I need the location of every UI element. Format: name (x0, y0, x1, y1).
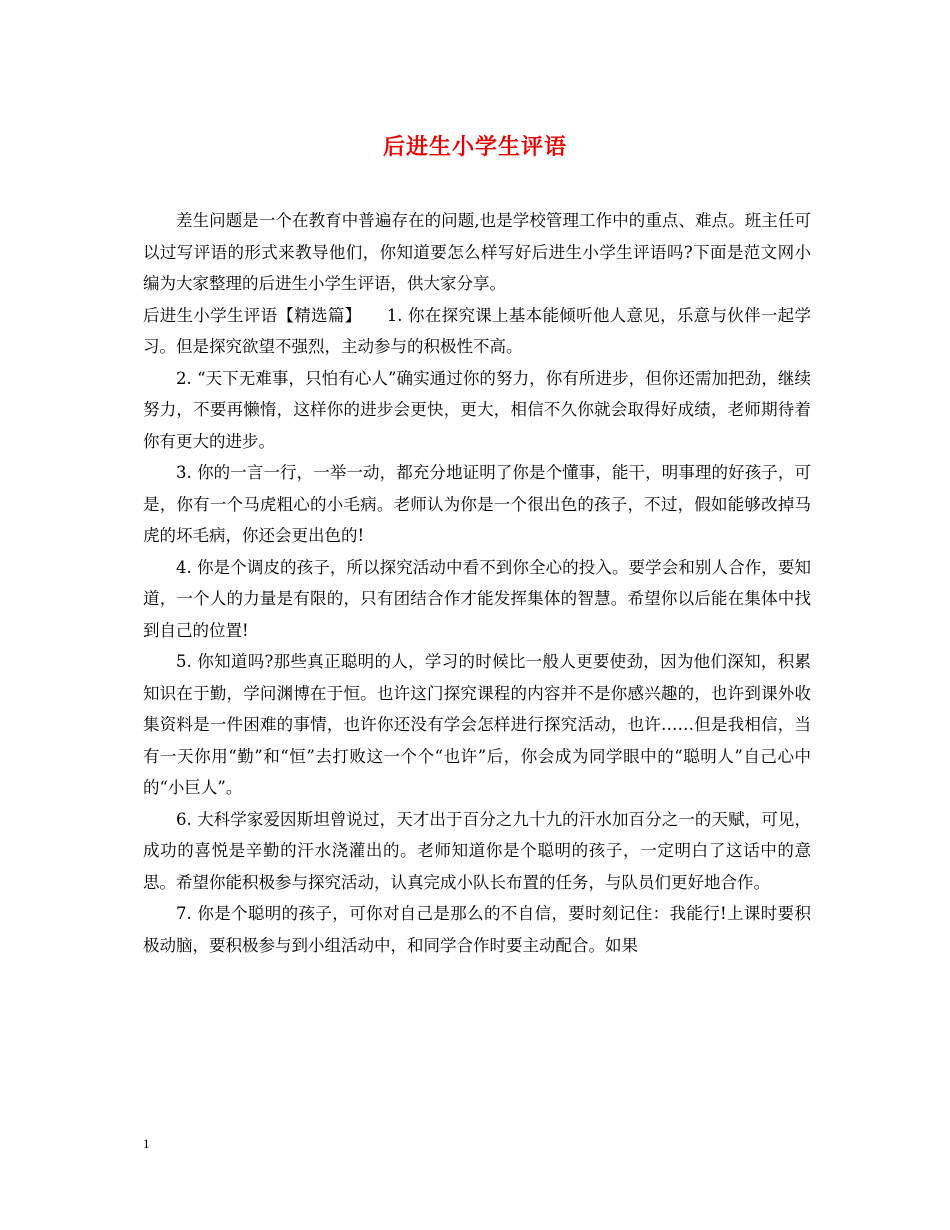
document-title: 后进生小学生评语 (382, 134, 567, 160)
intro-paragraph: 差生问题是一个在教育中普遍存在的问题,也是学校管理工作中的重点、难点。班主任可以过写评语的形式来教导他们，你知道要怎么样写好后进生小学生评语吗?下面是范文网小编为大家整理的后进生小学生评语，供大家分享。 (143, 211, 811, 293)
paragraph-1: 后进生小学生评语【精选篇】 1. 你在探究课上基本能倾听他人意见，乐意与伙伴一起学习。但是探究欲望不强烈，主动参与的积极性不高。 (143, 305, 811, 356)
paragraph-3: 3. 你的一言一行，一举一动，都充分地证明了你是个懂事，能干，明事理的好孩子，可是，你有一个马虎粗心的小毛病。老师认为你是一个很出色的孩子，不过，假如能够改掉马虎的坏毛病，你还会更出色的! (143, 463, 811, 545)
paragraph-7: 7. 你是个聪明的孩子，可你对自己是那么的不自信，要时刻记住：我能行!上课时要积极动脑，要积极参与到小组活动中，和同学合作时要主动配合。如果 (143, 904, 811, 955)
page-number: 1 (143, 1136, 150, 1151)
paragraph-4: 4. 你是个调皮的孩子，所以探究活动中看不到你全心的投入。要学会和别人合作，要知道，一个人的力量是有限的，只有团结合作才能发挥集体的智慧。希望你以后能在集体中找到自己的位置! (143, 557, 811, 640)
paragraph-6: 6. 大科学家爱因斯坦曾说过，天才出于百分之九十九的汗水加百分之一的天赋，可见，成功的喜悦是辛勤的汗水浇灌出的。老师知道你是个聪明的孩子，一定明白了这话中的意思。希望你能积极参与探究活动，认真完成小队长布置的任务，与队员们更好地合作。 (143, 809, 811, 892)
paragraph-2: 2. “天下无难事，只怕有心人”确实通过你的努力，你有所进步，但你还需加把劲，继续努力，不要再懒惰，这样你的进步会更快，更大，相信不久你就会取得好成绩，老师期待着你有更大的进步。 (143, 368, 811, 451)
paragraph-5: 5. 你知道吗?那些真正聪明的人，学习的时候比一般人更要使劲，因为他们深知，积累知识在于勤，学问渊博在于恒。也许这门探究课程的内容并不是你感兴趣的，也许到课外收集资料是一件困难的事情，也许你还没有学会怎样进行探究活动，也许……但是我相信，当有一天你用“勤”和“恒”去打败这一个个“也许”后，你会成为同学眼中的“聪明人”自己心中的“小巨人”。 (143, 652, 811, 797)
document-body (143, 205, 811, 961)
